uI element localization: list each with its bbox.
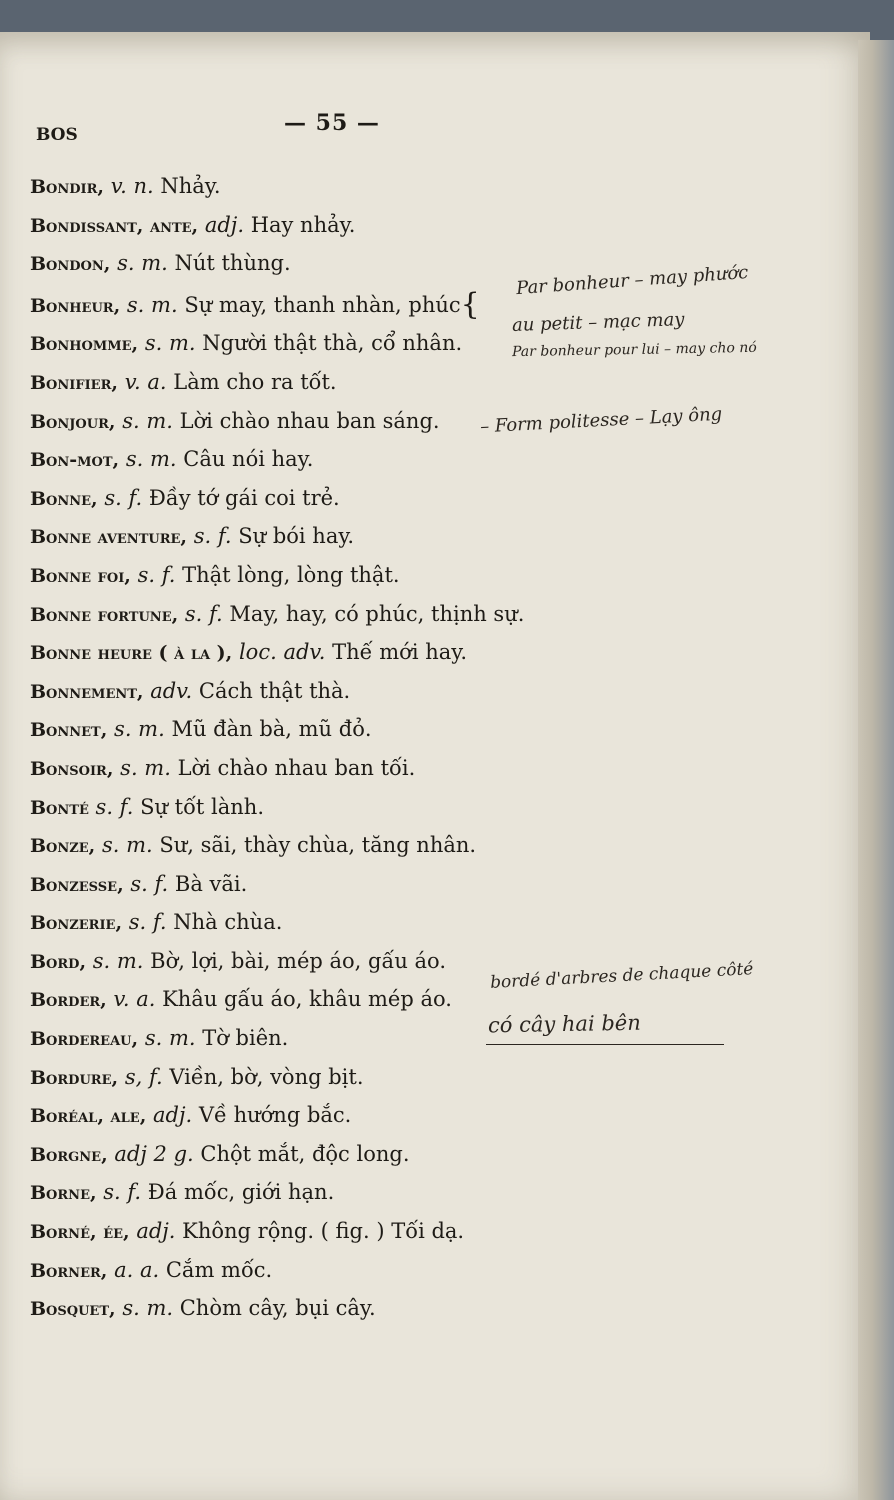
definition: Khâu gấu áo, khâu mép áo. bbox=[162, 987, 452, 1012]
definition: Chòm cây, bụi cây. bbox=[179, 1296, 376, 1321]
part-of-speech: s. f. bbox=[104, 485, 143, 510]
headword: Bonnement, bbox=[30, 680, 144, 703]
definition: Lời chào nhau ban sáng. bbox=[179, 408, 440, 433]
headword: Bonheur, bbox=[30, 294, 121, 317]
definition: Cách thật thà. bbox=[198, 678, 351, 703]
part-of-speech: s. m. bbox=[144, 1026, 196, 1051]
entry bbox=[30, 1136, 670, 1175]
entry bbox=[30, 168, 670, 207]
entry bbox=[30, 866, 670, 905]
part-of-speech: s. m. bbox=[114, 717, 165, 742]
entry bbox=[30, 1290, 670, 1329]
headword: Bonnet, bbox=[30, 719, 108, 742]
headword: Bondir, bbox=[30, 176, 105, 198]
definition: Bà vãi. bbox=[174, 871, 248, 896]
definition: Sự may, thanh nhàn, phúc bbox=[184, 292, 461, 317]
headword: Bord, bbox=[30, 950, 87, 973]
entry bbox=[30, 750, 670, 789]
part-of-speech: a. a. bbox=[114, 1257, 160, 1282]
definition: Câu nói hay. bbox=[183, 447, 314, 472]
brace-mark: { bbox=[460, 286, 480, 322]
part-of-speech: adj. bbox=[153, 1103, 193, 1128]
entry bbox=[30, 596, 670, 635]
page-edge bbox=[858, 40, 894, 1500]
headword: Bonne, bbox=[30, 487, 98, 510]
definition: Về hướng bắc. bbox=[198, 1103, 352, 1128]
entry bbox=[30, 673, 670, 712]
headword: Bondissant, ante, bbox=[30, 214, 199, 237]
headword: Border, bbox=[30, 989, 107, 1012]
definition: Bờ, lợi, bài, mép áo, gấu áo. bbox=[150, 948, 447, 973]
headword: Bonne foi, bbox=[30, 564, 131, 587]
part-of-speech: adj 2 g. bbox=[114, 1141, 194, 1166]
part-of-speech: s. f. bbox=[103, 1180, 142, 1205]
definition: May, hay, có phúc, thịnh sự. bbox=[229, 601, 525, 626]
headword: Bordure, bbox=[30, 1066, 119, 1089]
entry bbox=[30, 711, 670, 750]
headword: Bonne heure ( à la ), bbox=[30, 642, 233, 665]
entry bbox=[30, 1252, 670, 1291]
entry bbox=[30, 789, 670, 828]
headword: Bonhomme, bbox=[30, 333, 139, 356]
part-of-speech: v. a. bbox=[113, 987, 156, 1012]
entry bbox=[30, 480, 670, 519]
definition: Mũ đàn bà, mũ đỏ. bbox=[171, 717, 372, 742]
definition: Không rộng. ( fig. ) Tối dạ. bbox=[182, 1219, 465, 1244]
entry bbox=[30, 1059, 670, 1098]
definition: Làm cho ra tốt. bbox=[173, 369, 337, 394]
entry bbox=[30, 904, 670, 943]
handwritten-note: có cây hai bên bbox=[487, 1010, 641, 1038]
entry bbox=[30, 634, 670, 673]
entry bbox=[30, 557, 670, 596]
headword: Bordereau, bbox=[30, 1028, 139, 1051]
part-of-speech: adj. bbox=[204, 212, 244, 237]
headword: Borner, bbox=[30, 1259, 108, 1282]
part-of-speech: s. m. bbox=[122, 408, 173, 433]
headword: Bon-mot, bbox=[30, 449, 120, 472]
handwritten-note: Par bonheur – may phước bbox=[515, 261, 749, 300]
definition: Đá mốc, giới hạn. bbox=[147, 1180, 335, 1205]
entry bbox=[30, 207, 670, 246]
part-of-speech: s. m. bbox=[144, 331, 196, 356]
handwritten-note: – Form politesse – Lạy ông bbox=[479, 403, 723, 438]
definition: Viền, bờ, vòng bịt. bbox=[169, 1064, 364, 1089]
definition: Thế mới hay. bbox=[332, 640, 468, 665]
part-of-speech: s. f. bbox=[128, 910, 167, 935]
definition: Nhảy. bbox=[160, 174, 221, 198]
headword: Boréal, ale, bbox=[30, 1105, 147, 1128]
handwritten-note: Par bonheur pour lui – may cho nó bbox=[511, 339, 757, 361]
part-of-speech: s. m. bbox=[101, 833, 153, 858]
headword: Bonsoir, bbox=[30, 757, 114, 780]
definition: Sự bói hay. bbox=[238, 524, 355, 549]
part-of-speech: adv. bbox=[150, 678, 193, 703]
guide-word: BOS bbox=[36, 125, 78, 145]
part-of-speech: s. m. bbox=[120, 755, 171, 780]
definition: Nút thùng. bbox=[174, 251, 291, 276]
entry bbox=[30, 1213, 670, 1252]
part-of-speech: s. f. bbox=[184, 601, 223, 626]
headword: Bonne aventure, bbox=[30, 526, 188, 549]
headword: Borgne, bbox=[30, 1143, 108, 1166]
definition: Đầy tớ gái coi trẻ. bbox=[148, 485, 340, 510]
headword: Bondon, bbox=[30, 253, 111, 276]
part-of-speech: s. f. bbox=[193, 524, 232, 549]
part-of-speech: s. f. bbox=[130, 871, 169, 896]
entry bbox=[30, 518, 670, 557]
part-of-speech: s. m. bbox=[125, 447, 177, 472]
headword: Bonté bbox=[30, 796, 89, 819]
part-of-speech: v. a. bbox=[124, 369, 167, 394]
definition: Nhà chùa. bbox=[173, 910, 283, 935]
entry bbox=[30, 827, 670, 866]
part-of-speech: loc. adv. bbox=[238, 640, 326, 665]
headword: Bonne fortune, bbox=[30, 603, 179, 626]
definition: Người thật thà, cổ nhân. bbox=[202, 331, 463, 356]
headword: Borne, bbox=[30, 1182, 97, 1205]
entry bbox=[30, 364, 670, 403]
part-of-speech: adj. bbox=[136, 1219, 176, 1244]
bleed-through-text bbox=[640, 152, 860, 1352]
page-number: — 55 — bbox=[284, 110, 380, 136]
part-of-speech: s. f. bbox=[95, 794, 134, 819]
handwritten-note: bordé d'arbres de chaque côté bbox=[489, 959, 754, 993]
definition: Hay nhảy. bbox=[250, 212, 356, 237]
definition: Chột mắt, độc long. bbox=[200, 1141, 410, 1166]
part-of-speech: v. n. bbox=[110, 174, 154, 198]
headword: Bonzesse, bbox=[30, 873, 124, 896]
headword: Bonze, bbox=[30, 835, 96, 858]
headword: Bosquet, bbox=[30, 1298, 116, 1321]
entry bbox=[30, 441, 670, 480]
definition: Tờ biên. bbox=[202, 1026, 289, 1051]
entry bbox=[30, 1097, 670, 1136]
headword: Bonzerie, bbox=[30, 912, 123, 935]
part-of-speech: s. m. bbox=[126, 292, 178, 317]
headword: Borné, ée, bbox=[30, 1221, 130, 1244]
part-of-speech: s. f. bbox=[137, 562, 176, 587]
headword: Bonifier, bbox=[30, 371, 118, 394]
part-of-speech: s, f. bbox=[124, 1064, 163, 1089]
handwritten-underline bbox=[486, 1044, 724, 1045]
part-of-speech: s. m. bbox=[122, 1296, 174, 1321]
definition: Lời chào nhau ban tối. bbox=[177, 755, 416, 780]
handwritten-note: au petit – mạc may bbox=[511, 308, 685, 337]
definition: Sự tốt lành. bbox=[140, 794, 265, 819]
entry bbox=[30, 1174, 670, 1213]
headword: Bonjour, bbox=[30, 410, 116, 433]
definition: Cắm mốc. bbox=[165, 1257, 273, 1282]
definition: Sư, sãi, thày chùa, tăng nhân. bbox=[159, 833, 477, 858]
definition: Thật lòng, lòng thật. bbox=[182, 562, 400, 587]
part-of-speech: s. m. bbox=[92, 948, 144, 973]
part-of-speech: s. m. bbox=[117, 251, 168, 276]
